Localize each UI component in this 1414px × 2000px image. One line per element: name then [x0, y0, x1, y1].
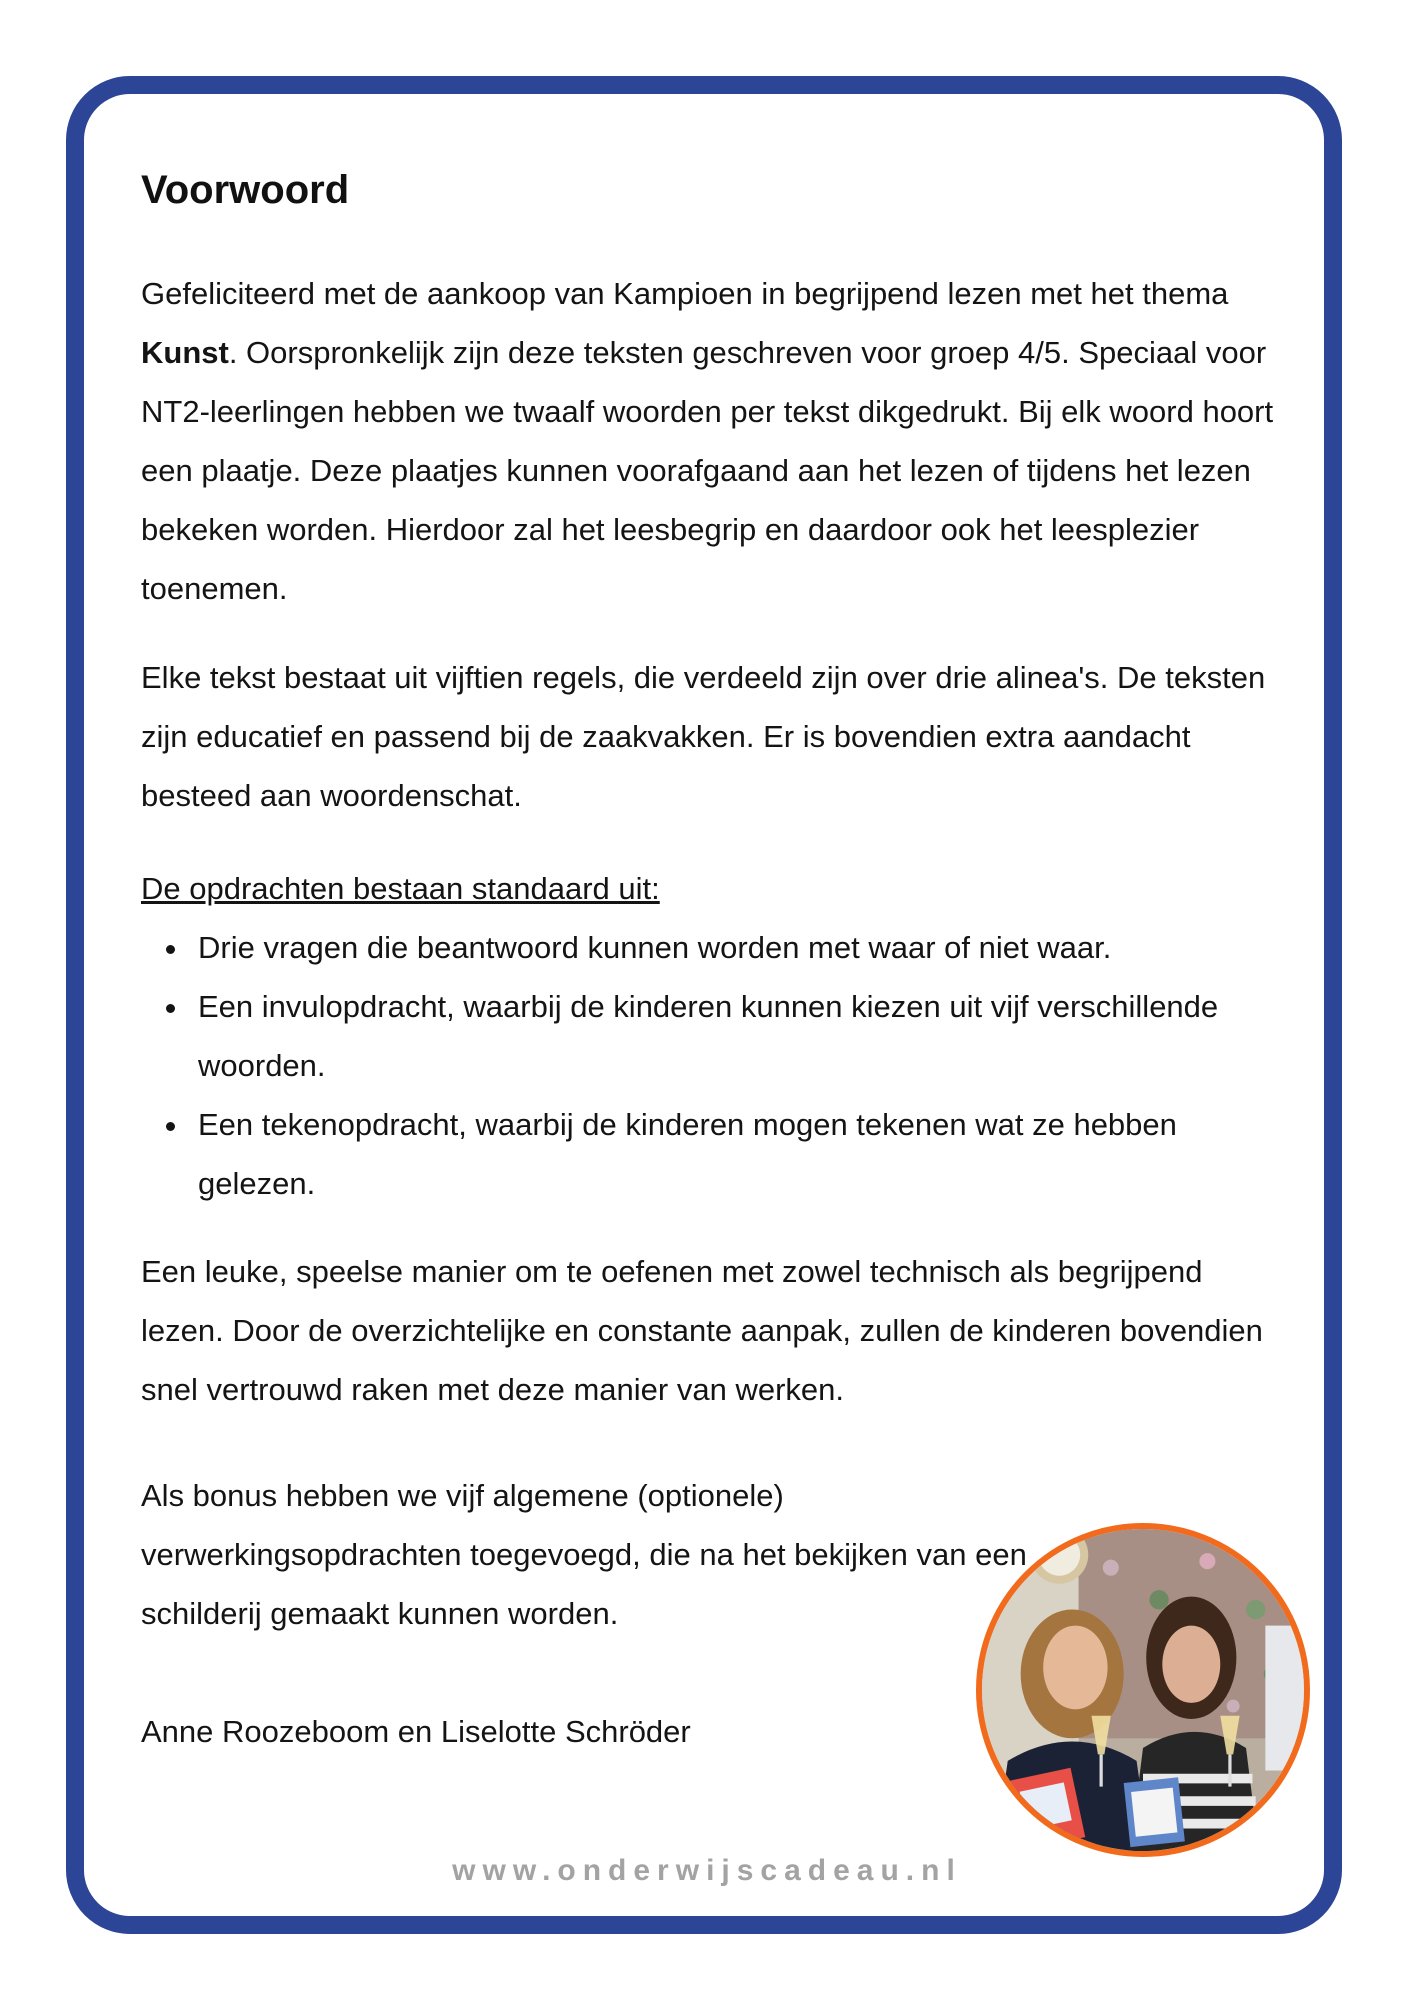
assignments-list	[141, 918, 1281, 1213]
list-item-text: Drie vragen die beantwoord kunnen worden met waar of niet waar.	[198, 930, 1112, 965]
list-item	[141, 918, 1281, 977]
page-title: Voorwoord	[141, 168, 350, 212]
method-paragraph: Een leuke, speelse manier om te oefenen met zowel technisch als begrijpend lezen. Door de overzichtelijke en constante aanpak, zullen de kinderen bovendien snel vertrouwd raken met deze manier van werken.	[141, 1254, 1263, 1407]
authors-photo-illustration	[982, 1529, 1304, 1851]
list-item	[141, 1095, 1281, 1213]
website-url: www.onderwijscadeau.nl	[452, 1854, 962, 1887]
bullet-icon	[166, 945, 175, 954]
assignments-heading: De opdrachten bestaan standaard uit:	[141, 871, 660, 906]
description-paragraph: Elke tekst bestaat uit vijftien regels, die verdeeld zijn over drie alinea's. De teksten zijn educatief en passend bij de zaakvakken. Er is bovendien extra aandacht besteed aan woordenschat.	[141, 660, 1266, 813]
bonus-paragraph: Als bonus hebben we vijf algemene (optionele) verwerkingsopdrachten toegevoegd, die na het bekijken van een schilderij gemaakt kunnen worden.	[141, 1478, 1027, 1631]
bullet-icon	[166, 1004, 175, 1013]
authors-photo	[976, 1523, 1310, 1857]
theme-name: Kunst	[141, 335, 229, 370]
list-item-text: Een invulopdracht, waarbij de kinderen kunnen kiezen uit vijf verschillende woorden.	[198, 989, 1219, 1083]
list-item-text: Een tekenopdracht, waarbij de kinderen mogen tekenen wat ze hebben gelezen.	[198, 1107, 1177, 1201]
bullet-icon	[166, 1122, 175, 1131]
intro-text-start: Gefeliciteerd met de aankoop van Kampioen in begrijpend lezen met het thema	[141, 276, 1229, 311]
intro-text-end: . Oorspronkelijk zijn deze teksten geschreven voor groep 4/5. Speciaal voor NT2-leerlingen hebben we twaalf woorden per tekst dikgedrukt. Bij elk woord hoort een plaatje. Deze plaatjes kunnen voorafgaand aan het lezen of tijdens het lezen bekeken worden. Hierdoor zal het leesbegrip en daardoor ook het leesplezier toenemen.	[141, 335, 1274, 606]
signature: Anne Roozeboom en Liselotte Schröder	[141, 1714, 691, 1749]
list-item	[141, 977, 1281, 1095]
intro-paragraph	[141, 264, 1281, 618]
